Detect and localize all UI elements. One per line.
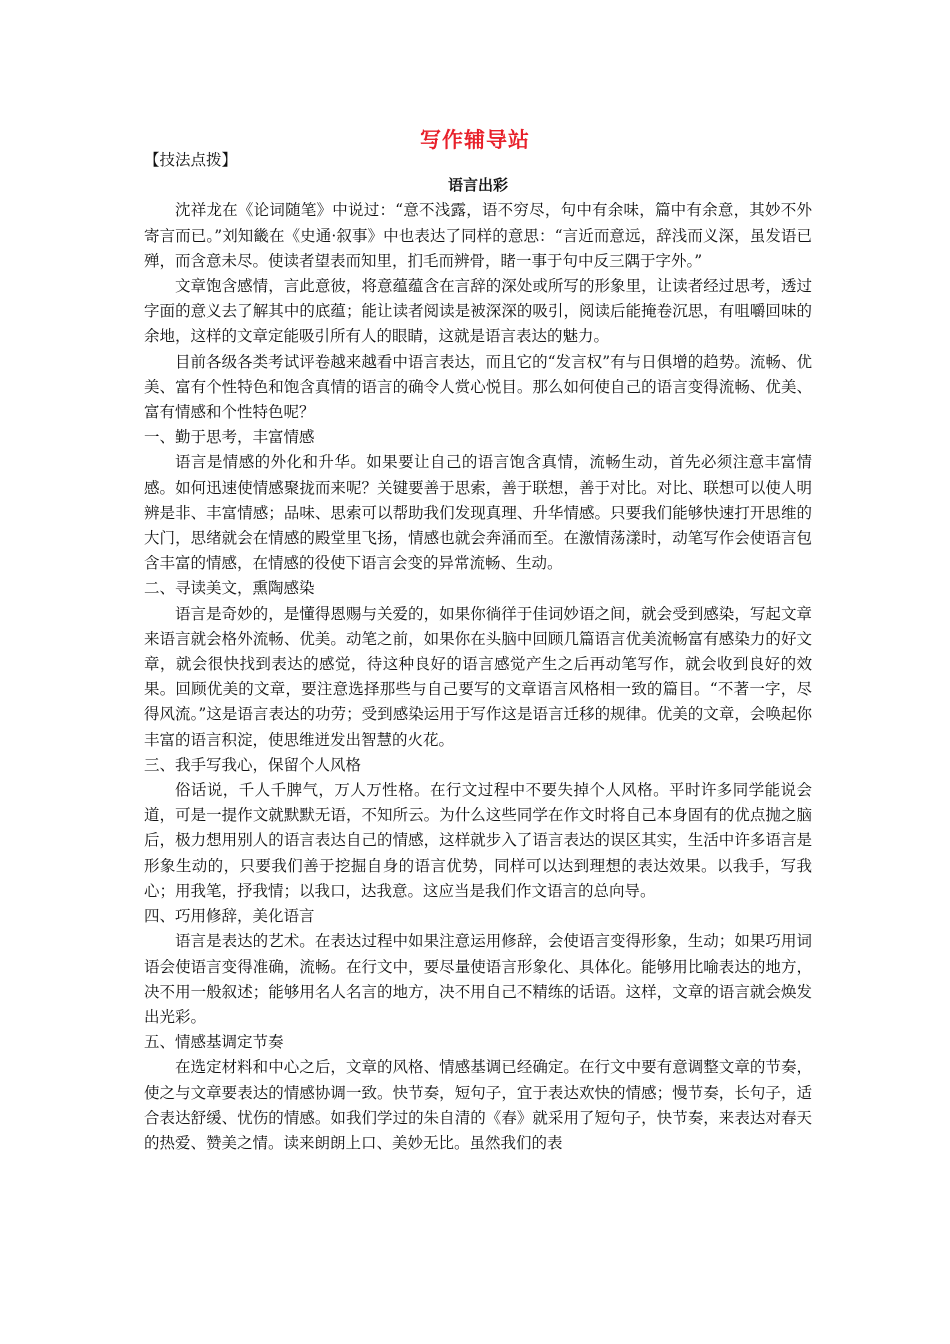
article-blocks xyxy=(144,198,812,1156)
section-heading: 四、巧用修辞，美化语言 xyxy=(144,907,315,926)
paragraph: 语言是情感的外化和升华。如果要让自己的语言饱含真情，流畅生动，首先必须注意丰富情感。如何迅速使情感聚拢而来呢？关键要善于思索，善于联想，善于对比。对比、联想可以使人明辨是非、丰富情感；品味、思索可以帮助我们发现真理、升华情感。只要我们能够快速打开思维的大门，思绪就会在情感的殿堂里飞扬，情感也就会奔涌而至。在激情荡漾时，动笔写作会使语言包含丰富的情感，在情感的役使下语言会变的异常流畅、生动。 xyxy=(144,453,812,573)
section-heading: 一、勤于思考，丰富情感 xyxy=(144,428,315,447)
section-heading: 三、我手写我心，保留个人风格 xyxy=(144,755,362,774)
section-heading: 五、情感基调定节奏 xyxy=(144,1033,284,1052)
paragraph: 在选定材料和中心之后，文章的风格、情感基调已经确定。在行文中要有意调整文章的节奏，使之与文章要表达的情感协调一致。快节奏，短句子，宜于表达欢快的情感；慢节奏，长句子，适合表达舒缓、忧伤的情感。如我们学过的朱自清的《春》就采用了短句子，快节奏，来表达对春天的热爱、赞美之情。读来朗朗上口、美妙无比。虽然我们的表 xyxy=(144,1058,812,1152)
page-title: 写作辅导站 xyxy=(420,128,530,152)
paragraph: 文章饱含感情，言此意彼，将意蕴蕴含在言辞的深处或所写的形象里，让读者经过思考，透过字面的意义去了解其中的底蕴；能让读者阅读是被深深的吸引，阅读后能掩卷沉思，有咀嚼回味的余地，这样的文章定能吸引所有人的眼睛，这就是语言表达的魅力。 xyxy=(144,277,812,346)
section-heading: 二、寻读美文，熏陶感染 xyxy=(144,579,315,598)
paragraph: 目前各级各类考试评卷越来越看中语言表达，而且它的“发言权”有与日俱增的趋势。流畅、优美、富有个性特色和饱含真情的语言的确令人赏心悦目。那么如何使自己的语言变得流畅、优美、富有情感和个性特色呢？ xyxy=(144,352,812,422)
paragraph: 俗话说，千人千脾气，万人万性格。在行文过程中不要失掉个人风格。平时许多同学能说会道，可是一提作文就默默无语，不知所云。为什么这些同学在作文时将自己本身固有的优点抛之脑后，极力想用别人的语言表达自己的情感，这样就步入了语言表达的误区其实，生活中许多语言是形象生动的，只要我们善于挖掘自身的语言优势，同样可以达到理想的表达效果。以我手，写我心；用我笔，抒我情；以我口，达我意。这应当是我们作文语言的总向导。 xyxy=(144,781,812,900)
paragraph: 沈祥龙在《论词随笔》中说过：“意不浅露，语不穷尽，句中有余味，篇中有余意，其妙不外寄言而已。”刘知畿在《史通·叙事》中也表达了同样的意思：“言近而意远，辞浅而义深，虽发语已殚，而含意未尽。使读者望表而知里，扪毛而辨骨，睹一事于句中反三隅于字外。” xyxy=(144,201,812,270)
section-label: 【技法点拨】 xyxy=(144,151,238,169)
paragraph: 语言是表达的艺术。在表达过程中如果注意运用修辞，会使语言变得形象，生动；如果巧用词语会使语言变得准确，流畅。在行文中，要尽量使语言形象化、具体化。能够用比喻表达的地方，决不用一般叙述；能够用名人名言的地方，决不用自己不精练的话语。这样，文章的语言就会焕发出光彩。 xyxy=(144,932,812,1026)
paragraph: 语言是奇妙的，是懂得恩赐与关爱的，如果你徜徉于佳词妙语之间，就会受到感染，写起文章来语言就会格外流畅、优美。动笔之前，如果你在头脑中回顾几篇语言优美流畅富有感染力的好文章，就会很快找到表达的感觉，待这种良好的语言感觉产生之后再动笔写作，就会收到良好的效果。回顾优美的文章，要注意选择那些与自己要写的文章语言风格相一致的篇目。“不著一字，尽得风流。”这是语言表达的功劳；受到感染运用于写作这是语言迁移的规律。优美的文章，会唤起你丰富的语言积淀，使思维迸发出智慧的火花。 xyxy=(144,604,812,749)
article-subtitle: 语言出彩 xyxy=(447,176,508,195)
document-body xyxy=(144,148,812,1156)
